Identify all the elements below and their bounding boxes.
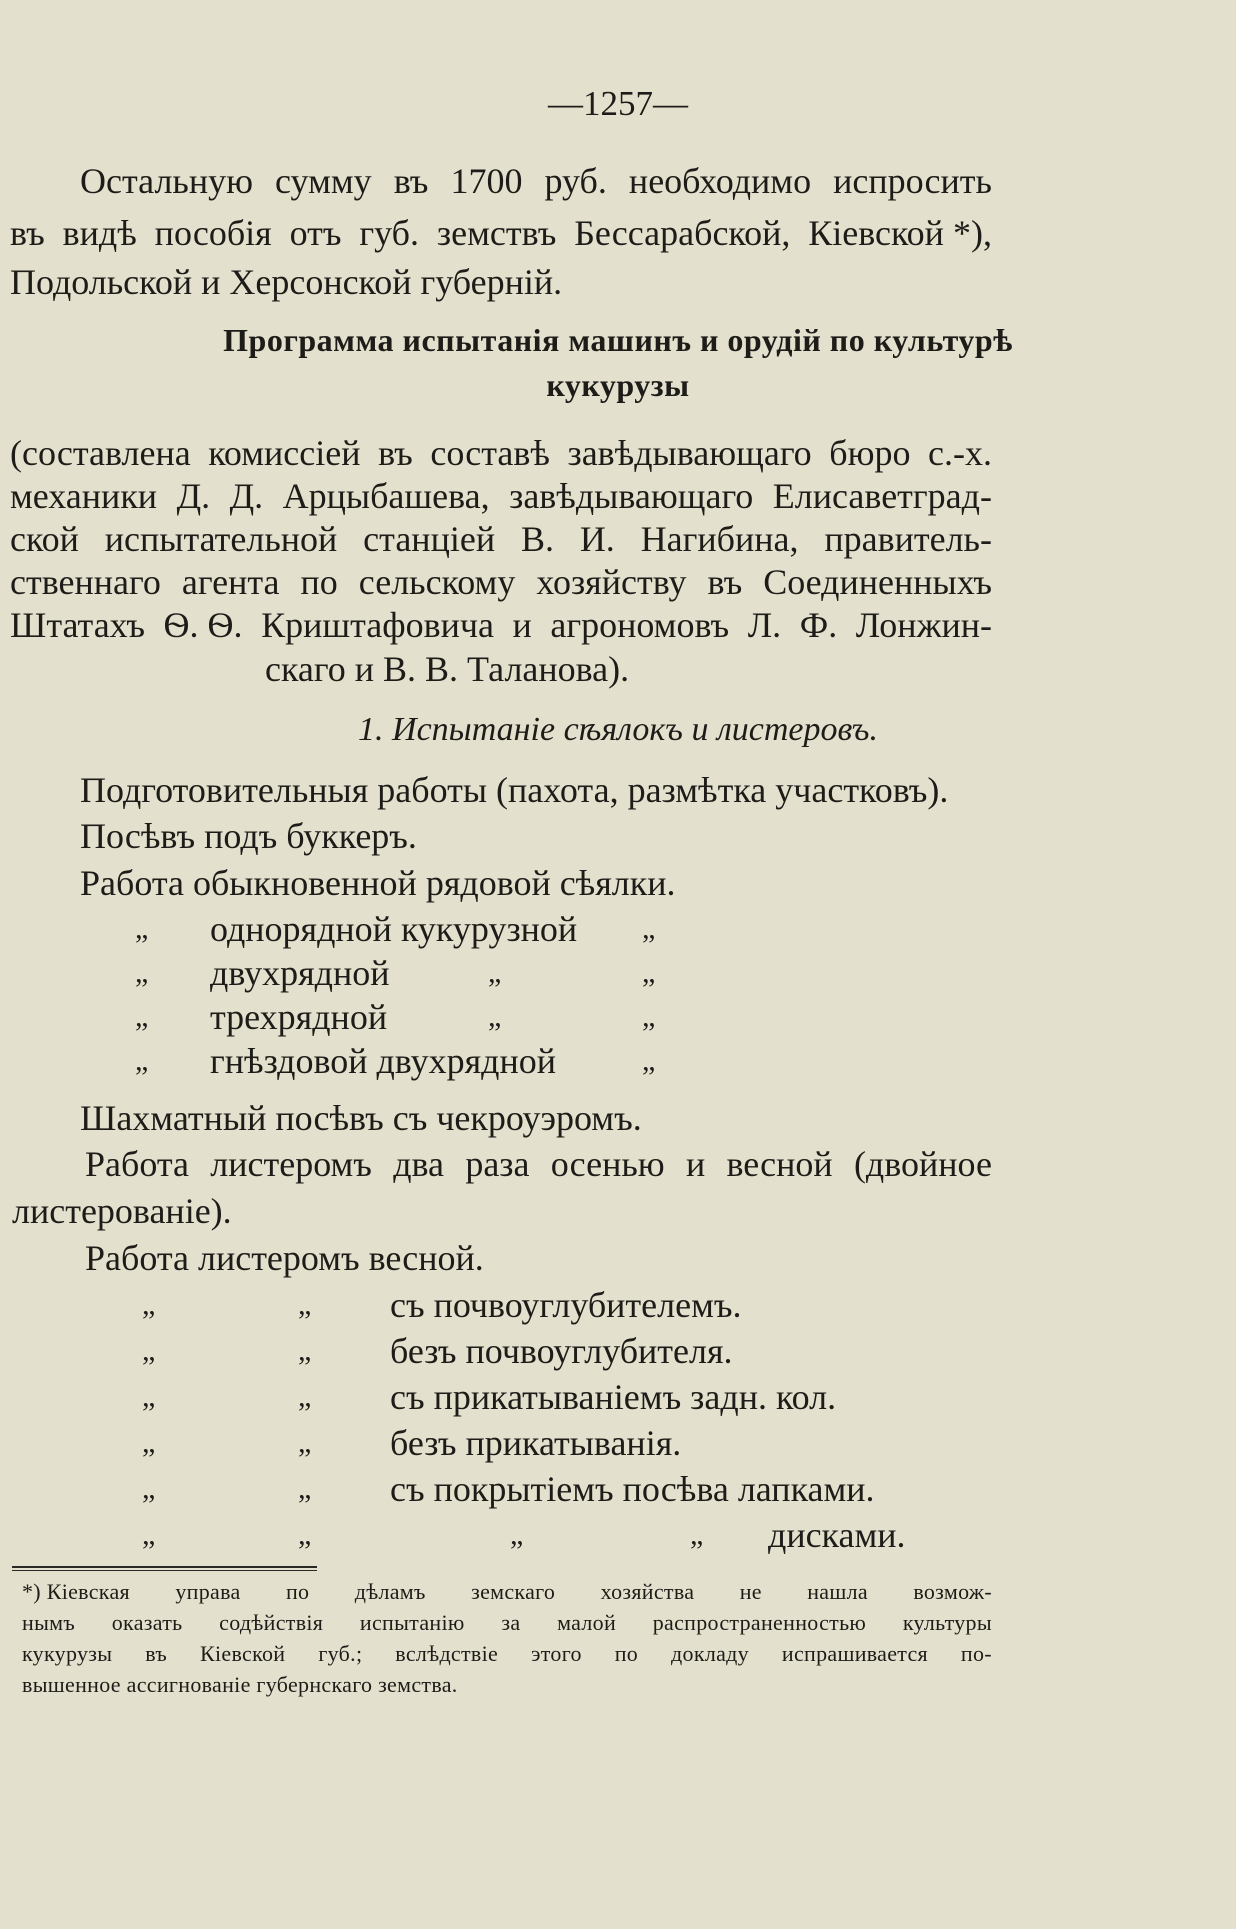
ditto-mark: „ <box>298 1380 312 1413</box>
word: Елисаветград- <box>772 476 992 516</box>
word: отъ <box>289 213 342 253</box>
word: правитель- <box>824 519 992 559</box>
word: Криштафовича <box>261 605 494 645</box>
ditto-mark: „ <box>135 1044 149 1077</box>
word: Д. <box>229 476 264 516</box>
word: нымъ <box>22 1610 76 1635</box>
word: Д. <box>176 476 211 516</box>
word: дѣламъ <box>354 1579 426 1604</box>
ditto-mark: „ <box>642 956 656 989</box>
footnote-rule <box>12 1566 317 1568</box>
word: въ <box>393 161 429 201</box>
item-bucker-sowing: Посѣвъ подъ буккеръ. <box>80 816 417 856</box>
commission-line-6: скаго и В. В. Таланова). <box>265 649 630 689</box>
word: кукурузы <box>22 1641 113 1666</box>
word: В. <box>520 519 554 559</box>
word: Штатахъ <box>10 605 145 645</box>
word: въ <box>10 213 45 253</box>
word: (двойное <box>853 1144 992 1184</box>
ditto-mark: „ <box>642 1044 656 1077</box>
word: въ <box>378 433 413 473</box>
ditto-mark: „ <box>142 1426 156 1459</box>
word: механики <box>10 476 158 516</box>
ditto-mark: „ <box>298 1472 312 1505</box>
ditto-mark: „ <box>142 1518 156 1551</box>
item-nest-seeder: гнѣздовой двухрядной <box>210 1041 556 1081</box>
word: сумму <box>275 161 372 201</box>
word: Бессарабской, <box>574 213 791 253</box>
word: Ѳ. Ѳ. <box>163 605 243 645</box>
ditto-mark: „ <box>642 912 656 945</box>
word: возмож- <box>913 1579 992 1604</box>
ditto-mark: „ <box>135 956 149 989</box>
word: агента <box>181 562 280 602</box>
ditto-mark: „ <box>690 1518 704 1551</box>
ditto-mark: „ <box>488 956 502 989</box>
section-title: 1. Испытаніе сѣялокъ и листеровъ. <box>358 711 878 748</box>
ditto-mark: „ <box>298 1518 312 1551</box>
word: по <box>285 1579 310 1604</box>
word: управа <box>175 1579 241 1604</box>
ditto-mark: „ <box>142 1472 156 1505</box>
word: по <box>300 562 338 602</box>
item-without-rolling: безъ прикатыванія. <box>390 1423 682 1463</box>
word: Работа <box>85 1144 189 1184</box>
word: испросить <box>833 161 992 201</box>
item-with-rolling: съ прикатываніемъ задн. кол. <box>390 1377 837 1417</box>
ditto-mark: „ <box>298 1288 312 1321</box>
word: руб. <box>544 161 607 201</box>
ditto-mark: „ <box>135 912 149 945</box>
word: докладу <box>671 1641 749 1666</box>
ditto-mark: „ <box>510 1518 524 1551</box>
word: станціей <box>363 519 496 559</box>
word: раза <box>465 1144 530 1184</box>
word: Нагибина, <box>640 519 799 559</box>
word: агрономовъ <box>550 605 730 645</box>
word: Кіевской *), <box>808 213 992 253</box>
commission-line-5 <box>10 602 992 648</box>
word: содѣйствія <box>219 1610 324 1635</box>
word: испытанію <box>359 1610 465 1635</box>
ditto-mark: „ <box>298 1334 312 1367</box>
word: Ф. <box>799 605 838 645</box>
word: Л. <box>747 605 782 645</box>
item-double-listering-end: листерованіе). <box>12 1191 232 1231</box>
word: осенью <box>550 1144 665 1184</box>
ditto-mark: „ <box>642 1000 656 1033</box>
commission-line-4 <box>10 559 992 605</box>
word: с.-х. <box>928 433 992 473</box>
word: въ <box>145 1641 168 1666</box>
program-title-line-2: кукурузы <box>546 367 690 403</box>
word: по <box>614 1641 639 1666</box>
program-title-line-1: Программа испытанія машинъ и орудій по культурѣ <box>223 322 1013 358</box>
item-spring-listering: Работа листеромъ весной. <box>85 1238 484 1278</box>
word: за <box>501 1610 521 1635</box>
intro-line-3: Подольской и Херсонской губерній. <box>10 262 563 302</box>
item-ordinary-seeder: Работа обыкновенной рядовой сѣялки. <box>80 863 676 903</box>
word: культуры <box>902 1610 992 1635</box>
word: Кіевской <box>200 1641 286 1666</box>
footnote-line-2 <box>22 1607 992 1639</box>
commission-line-3 <box>10 516 992 562</box>
word: не <box>739 1579 762 1604</box>
word: 1700 <box>450 161 523 201</box>
ditto-mark: „ <box>135 1000 149 1033</box>
ditto-mark: „ <box>142 1380 156 1413</box>
word: видѣ <box>62 213 137 253</box>
footnote-line-4: вышенное ассигнованіе губернскаго земства. <box>22 1672 458 1697</box>
footnote-rule-thin <box>12 1570 317 1571</box>
commission-line-2 <box>10 473 992 519</box>
word: этого <box>531 1641 582 1666</box>
item-single-row-seeder: однорядной кукурузной <box>210 909 578 949</box>
commission-line-1 <box>10 430 992 476</box>
word: губ.; <box>318 1641 363 1666</box>
word: оказать <box>111 1610 183 1635</box>
footnote-line-3 <box>22 1638 992 1670</box>
word: весной <box>726 1144 833 1184</box>
item-preparatory-work: Подготовительныя работы (пахота, размѣтка участковъ). <box>80 770 949 810</box>
item-double-listering <box>85 1141 992 1187</box>
word: въ <box>707 562 743 602</box>
intro-line-2 <box>10 210 992 256</box>
footnote-line-1 <box>22 1576 992 1608</box>
word: составѣ <box>430 433 550 473</box>
word: губ. <box>359 213 419 253</box>
intro-line-1 <box>80 158 992 204</box>
word: хозяйства <box>600 1579 695 1604</box>
word: по- <box>960 1641 992 1666</box>
word: завѣдывающаго <box>567 433 812 473</box>
item-two-row-seeder: двухрядной <box>210 953 390 993</box>
item-with-subsoiler: съ почвоуглубителемъ. <box>390 1285 742 1325</box>
word: Соединенныхъ <box>763 562 992 602</box>
ditto-mark: „ <box>298 1426 312 1459</box>
word: вслѣдствіе <box>395 1641 499 1666</box>
word: пособія <box>154 213 272 253</box>
word: два <box>393 1144 445 1184</box>
word: листеромъ <box>210 1144 372 1184</box>
word: и <box>685 1144 706 1184</box>
ditto-mark: „ <box>142 1288 156 1321</box>
page-number: —1257— <box>548 84 688 123</box>
word: завѣдывающаго <box>509 476 754 516</box>
ditto-mark: „ <box>142 1334 156 1367</box>
word: ской <box>10 519 79 559</box>
word: хозяйству <box>536 562 687 602</box>
word: комиссіей <box>208 433 361 473</box>
word: малой <box>557 1610 617 1635</box>
word: распространенностью <box>652 1610 867 1635</box>
word: Арцыбашева, <box>282 476 490 516</box>
word: *) Кіевская <box>22 1579 130 1604</box>
word: нашла <box>807 1579 868 1604</box>
item-checkerboard-sowing: Шахматный посѣвъ съ чекроуэромъ. <box>80 1098 642 1138</box>
ditto-mark: „ <box>488 1000 502 1033</box>
word: бюро <box>829 433 911 473</box>
word: Остальную <box>80 161 253 201</box>
word: Лонжин- <box>855 605 992 645</box>
word: земствъ <box>436 213 557 253</box>
word: сельскому <box>358 562 516 602</box>
word: (составлена <box>10 433 191 473</box>
word: испрашивается <box>781 1641 928 1666</box>
item-with-covering: съ покрытіемъ посѣва лапками. <box>390 1469 875 1509</box>
word: испытательной <box>104 519 338 559</box>
item-three-row-seeder: трехрядной <box>210 997 388 1037</box>
word: ственнаго <box>10 562 161 602</box>
word: необходимо <box>628 161 812 201</box>
item-discs: дисками. <box>768 1515 906 1555</box>
word: И. <box>579 519 615 559</box>
word: и <box>512 605 532 645</box>
word: земскаго <box>471 1579 556 1604</box>
item-without-subsoiler: безъ почвоуглубителя. <box>390 1331 733 1371</box>
